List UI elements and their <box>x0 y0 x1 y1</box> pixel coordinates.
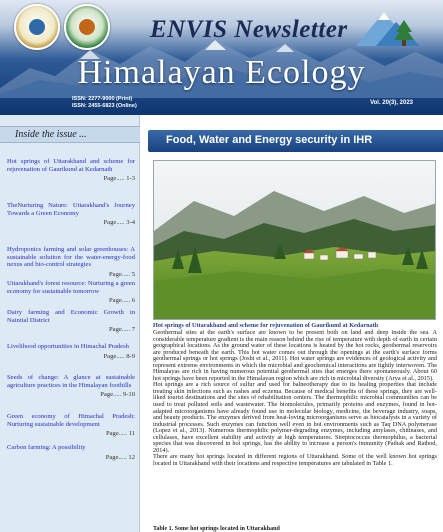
landscape-illustration <box>154 161 436 320</box>
hot-springs-landscape-photo <box>153 160 436 320</box>
toc-item-title[interactable]: Dairy farming and Economic Growth in Nainital District <box>7 309 135 324</box>
toc-item[interactable] <box>7 343 135 361</box>
section-banner <box>148 130 443 152</box>
toc-item-page: Page..... 12 <box>105 453 135 461</box>
toc-item-title[interactable]: Seeds of change: A glance at sustainable agriculture practices in the Himalayan foothills <box>7 374 135 389</box>
masthead <box>0 0 443 115</box>
toc-item-title[interactable]: Hot springs of Uttarakhand and scheme for rejuvenation of Gaurikund at Kedarnath <box>7 158 135 173</box>
pine-tree-mountain-icon <box>354 6 424 52</box>
section-title: Food, Water and Energy security in IHR <box>166 134 373 146</box>
toc-item-title[interactable]: Uttarakhand's forest resource: Nurturing a green economy for sustainable tomorrow <box>7 280 135 295</box>
issn-print: ISSN: 2277-9000 (Print) <box>72 96 133 102</box>
toc-item-page: Page..... 5 <box>108 270 135 278</box>
toc-item-page: Page..... 7 <box>108 326 135 333</box>
toc-item-title[interactable]: Livelihood opportunities in Himachal Pradesh <box>7 343 129 350</box>
toc-item-page: Page..... 6 <box>108 297 135 304</box>
toc-item[interactable] <box>7 309 135 334</box>
toc-item[interactable] <box>7 374 135 399</box>
envis-hub-logo <box>64 4 110 50</box>
toc-item-page: Page..... 1-3 <box>103 175 135 182</box>
toc-item-page: Page..... 3-4 <box>103 219 135 226</box>
toc-item[interactable] <box>7 280 135 305</box>
toc-item-title[interactable]: Hydroponics farming and solar greenhouses: A sustainable solution for the water-energy-food nexus and bio-control strategies <box>7 246 135 268</box>
publication-title: Himalayan Ecology <box>77 54 366 91</box>
toc-item-page: Page..... 8-9 <box>103 352 135 360</box>
toc-item-page: Page..... 9-10 <box>100 391 135 398</box>
article-paragraph: Hot springs are a rich source of sulfur and used for balneotherapy due to its healing properties that include treating skin infections such as rashes and eczema. Because of medical benefits of these springs, they are well-liked tourist destinations and the sites of rehabilitation centers. The thermophilic microbial communities can be used to treat polluted soils and wastewater. The biomolecules, primarily proteins and enzymes, found in hot-adapted microorganisms have already found use in molecular biology, medicine, the beverage industry, soaps, and beauty products. The enzymes derived from heat-loving microorganisms serve as biocatalysts in a variety of industrial processes. Such enzymes can function well even in hot environments such as Taq DNA polymerase (Lopez et al., 2013). Numerous thermophilic polymer-degrading enzymes, including amylases, chitinases, and cellulases, have excellent stability and activity at high temperatures. Streptococcus thermophilus, a bacterial species that was discovered in hot springs, has the ability to increase a person's immunity (Pathak and Rathod, 2014). <box>153 381 437 454</box>
toc-item-page: Page..... 11 <box>105 430 135 437</box>
toc-item-title[interactable]: Carbon farming: A possibility <box>7 444 86 451</box>
table-of-contents <box>0 115 140 532</box>
photo-caption: Hot springs of Uttarakhand and scheme for rejuvenation of Gaurikund at Kedarnath <box>153 322 379 329</box>
issn-online: ISSN: 2455-6823 (Online) <box>72 103 137 109</box>
toc-heading-bar <box>0 126 140 143</box>
toc-item[interactable] <box>7 246 135 279</box>
volume-number: Vol. 20(3), 2023 <box>370 100 413 106</box>
article-body <box>153 330 437 467</box>
issn-block <box>72 96 137 110</box>
article-paragraph: Geothermal sites at the earth's surface are known to be present both on land and deep inside the sea. A considerable temperature gradient is the main reason behind the rise of temperature with depth of earth in certain geographical locations. As the ground water of these locations is heated by the hot rocks, geothermal reservoirs are produced beneath the earth. This hot water comes out through the openings at the earth's surface forms geothermal springs or hot springs (Joshi et al., 2011). Hot water springs are evidences of geological activity and represent extreme environments in which the microbial and geochemical interactions are tightly interwoven. The Himalayas are rich in having numerous potential geothermal sites that emerges there spontaneously. About 60 hot springs have been reported in the Himalayan region which are rich in microbial diversity (Arya et al., 2015). <box>153 329 437 382</box>
toc-item-title[interactable]: Green economy of Himachal Pradesh: Nurturing sustainable development <box>7 413 135 428</box>
toc-item[interactable] <box>7 202 135 227</box>
toc-item-title[interactable]: TheNurturing Nature: Uttarakhand's Journey Towards a Green Economy <box>7 202 135 217</box>
article-paragraph: There are many hot springs located in different regions of Uttarakhand. Some of the well known hot springs located in Uttarakhand with their locations and respective temperatures are tabulated in Table 1. <box>153 453 437 467</box>
toc-item[interactable] <box>7 413 135 438</box>
toc-item[interactable] <box>7 444 135 462</box>
table-title: Table 1. Some hot springs located in Uttarakhand <box>153 526 280 532</box>
emblem-logo <box>14 4 60 50</box>
newsletter-name: ENVIS Newsletter <box>150 16 348 43</box>
toc-heading: Inside the issue ... <box>15 129 87 140</box>
toc-item[interactable] <box>7 158 135 183</box>
